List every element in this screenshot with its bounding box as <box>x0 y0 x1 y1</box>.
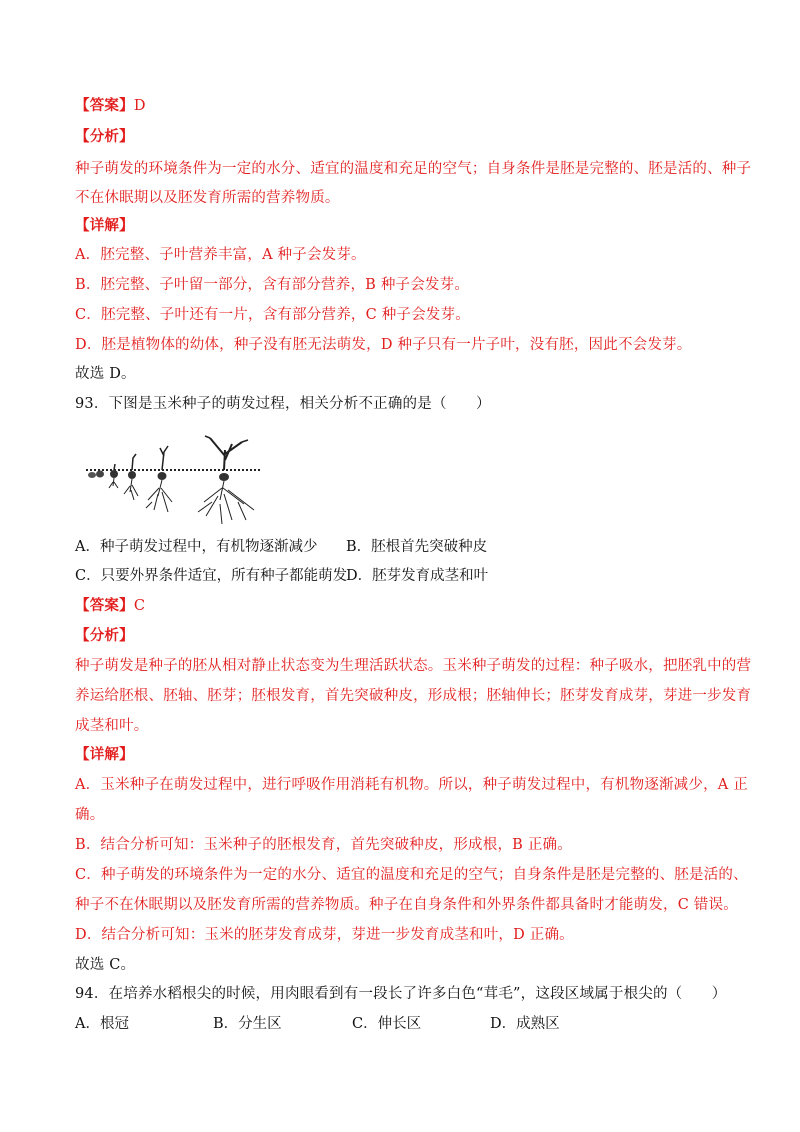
q93-conclusion: 故选 C。 <box>75 957 136 973</box>
q94-option-b: B．分生区 <box>213 1016 282 1032</box>
q93-option-b: B．胚根首先突破种皮 <box>346 539 488 555</box>
q92-answer-value: D <box>133 98 146 114</box>
q92-detail-line: C．胚完整、子叶还有一片，含有部分营养，C 种子会发芽。 <box>75 307 470 323</box>
q93-analysis-line: 种子萌发是种子的胚从相对静止状态变为生理活跃状态。玉米种子萌发的过程：种子吸水，把胚乳中的营 <box>75 658 752 674</box>
q92-detail-label: 【详解】 <box>75 217 134 234</box>
q92-analysis-label: 【分析】 <box>75 128 134 145</box>
q93-option-d: D．胚芽发育成茎和叶 <box>346 568 489 584</box>
q93-detail-line: 种子不在休眠期以及胚发育所需的营养物质。种子在自身条件和外界条件都具备时才能萌发，C 错误。 <box>75 897 738 913</box>
q93-analysis-line: 养运给胚根、胚轴、胚芽；胚根发育，首先突破种皮，形成根；胚轴伸长；胚芽发育成芽，芽进一步发育 <box>75 688 752 704</box>
q92-detail-line: A．胚完整、子叶营养丰富，A 种子会发芽。 <box>75 247 366 263</box>
q94-option-a: A．根冠 <box>75 1016 129 1032</box>
q93-detail-line: B．结合分析可知：玉米种子的胚根发育，首先突破种皮，形成根，B 正确。 <box>75 837 572 853</box>
q92-detail-line: D．胚是植物体的幼体，种子没有胚无法萌发，D 种子只有一片子叶，没有胚，因此不会发芽。 <box>75 337 692 353</box>
q93-analysis-line: 成茎和叶。 <box>75 718 149 734</box>
q92-analysis-line: 种子萌发的环境条件为一定的水分、适宜的温度和充足的空气；自身条件是胚是完整的、胚是活的、种子 <box>75 161 752 177</box>
q92-conclusion: 故选 D。 <box>75 366 136 382</box>
q92-answer-label: 【答案】 <box>75 97 134 114</box>
q92-analysis-line: 不在休眠期以及胚发育所需的营养物质。 <box>75 190 340 206</box>
corn-germination-figure <box>82 430 272 525</box>
q93-option-c: C．只要外界条件适宜，所有种子都能萌发 <box>75 568 348 584</box>
q93-answer-label: 【答案】 <box>75 597 134 614</box>
q92-detail-line: B．胚完整、子叶留一部分，含有部分营养，B 种子会发芽。 <box>75 277 470 293</box>
corn-germination-sequence-icon <box>82 430 272 525</box>
q94-option-d: D．成熟区 <box>490 1016 560 1032</box>
q93-answer-value: C <box>133 598 146 614</box>
q93-stem: 93．下图是玉米种子的萌发过程，相关分析不正确的是（ ） <box>75 396 491 412</box>
q92-answer <box>75 96 146 116</box>
q93-analysis-label: 【分析】 <box>75 627 134 644</box>
q93-answer <box>75 596 145 616</box>
q93-option-a: A．种子萌发过程中，有机物逐渐减少 <box>75 539 318 555</box>
q94-stem: 94．在培养水稻根尖的时候，用肉眼看到有一段长了许多白色“茸毛”，这段区域属于根尖的（ ） <box>75 986 727 1002</box>
q93-detail-line: 确。 <box>75 807 105 823</box>
q93-detail-line: D．结合分析可知：玉米的胚芽发育成芽，芽进一步发育成茎和叶，D 正确。 <box>75 927 574 943</box>
q93-detail-line: C．种子萌发的环境条件为一定的水分、适宜的温度和充足的空气；自身条件是胚是完整的、胚是活的、 <box>75 867 748 883</box>
q93-detail-label: 【详解】 <box>75 746 134 763</box>
q93-detail-line: A．玉米种子在萌发过程中，进行呼吸作用消耗有机物。所以，种子萌发过程中，有机物逐渐减少，A 正 <box>75 777 748 793</box>
q94-option-c: C．伸长区 <box>352 1016 422 1032</box>
